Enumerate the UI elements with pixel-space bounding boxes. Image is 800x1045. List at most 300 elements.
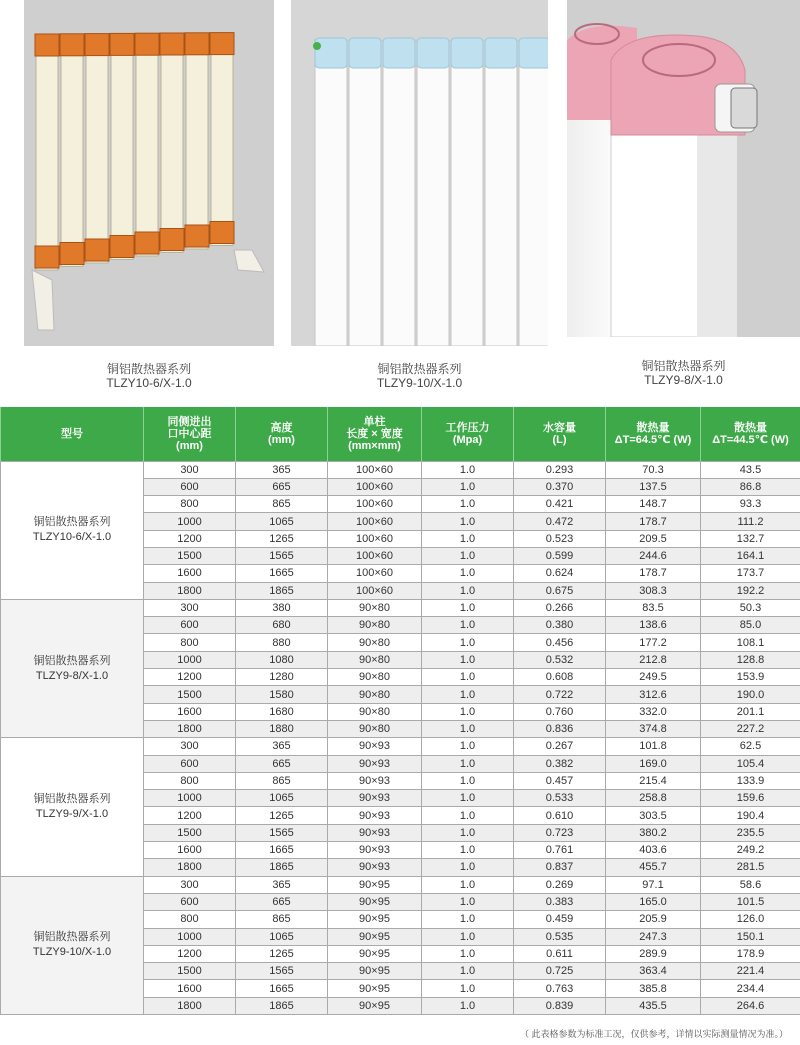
header-heat-output-44: 散热量 ΔT=44.5℃ (W)	[701, 407, 800, 461]
table-cell: 1200	[144, 945, 236, 962]
table-cell: 1500	[144, 686, 236, 703]
header-column-size: 单柱 长度 × 宽度 (mm×mm)	[328, 407, 422, 461]
radiator-column	[349, 40, 381, 346]
table-cell: 1.0	[422, 720, 514, 737]
copper-header	[160, 33, 184, 55]
table-cell: 1.0	[422, 772, 514, 789]
table-cell: 90×80	[328, 703, 422, 720]
table-cell: 1000	[144, 928, 236, 945]
table-cell: 178.7	[606, 513, 701, 530]
table-cell: 1280	[236, 669, 328, 686]
table-cell: 178.7	[606, 565, 701, 582]
radiator-photo-blue	[291, 0, 548, 346]
copper-header	[35, 34, 59, 56]
table-cell: 215.4	[606, 772, 701, 789]
table-cell: 209.5	[606, 530, 701, 547]
table-cell: 1265	[236, 945, 328, 962]
radiator-column	[315, 40, 347, 346]
table-cell: 332.0	[606, 703, 701, 720]
table-cell: 0.459	[514, 911, 606, 928]
copper-header	[85, 34, 109, 56]
table-cell: 380	[236, 599, 328, 616]
table-cell: 300	[144, 461, 236, 478]
table-cell: 93.3	[701, 496, 800, 513]
table-cell: 90×95	[328, 928, 422, 945]
copper-header	[35, 246, 59, 268]
table-cell: 1.0	[422, 565, 514, 582]
table-cell: 90×93	[328, 772, 422, 789]
table-cell: 1580	[236, 686, 328, 703]
table-cell: 1865	[236, 859, 328, 876]
product-model: TLZY9-8/X-1.0	[644, 373, 723, 387]
radiator-column	[417, 40, 449, 346]
table-cell: 1565	[236, 824, 328, 841]
radiator-column	[186, 37, 208, 249]
table-cell: 235.5	[701, 824, 800, 841]
table-cell: 665	[236, 893, 328, 910]
model-cell	[1, 876, 144, 1014]
table-cell: 1000	[144, 513, 236, 530]
table-cell: 1200	[144, 807, 236, 824]
table-cell: 101.8	[606, 738, 701, 755]
model-group	[1, 461, 800, 599]
table-cell: 192.2	[701, 582, 800, 599]
table-cell: 90×95	[328, 945, 422, 962]
table-cell: 249.2	[701, 842, 800, 859]
table-cell: 1880	[236, 720, 328, 737]
blue-cap	[383, 38, 415, 68]
table-cell: 1000	[144, 651, 236, 668]
table-cell: 70.3	[606, 461, 701, 478]
table-cell: 90×93	[328, 738, 422, 755]
table-cell: 289.9	[606, 945, 701, 962]
spec-table	[0, 407, 800, 1015]
table-cell: 1865	[236, 997, 328, 1014]
table-cell: 100×60	[328, 565, 422, 582]
table-cell: 1.0	[422, 686, 514, 703]
table-cell: 0.535	[514, 928, 606, 945]
table-cell: 159.6	[701, 790, 800, 807]
table-cell: 300	[144, 876, 236, 893]
table-cell: 90×80	[328, 720, 422, 737]
table-cell: 190.4	[701, 807, 800, 824]
table-cell: 126.0	[701, 911, 800, 928]
table-cell: 0.523	[514, 530, 606, 547]
table-cell: 0.472	[514, 513, 606, 530]
header-pressure: 工作压力 (Mpa)	[422, 407, 514, 461]
copper-header	[185, 225, 209, 247]
table-cell: 90×80	[328, 599, 422, 616]
spec-table-header	[1, 407, 800, 461]
table-cell: 1.0	[422, 755, 514, 772]
radiator-column	[61, 38, 83, 267]
table-cell: 100×60	[328, 478, 422, 495]
product-model: TLZY9-10/X-1.0	[376, 376, 463, 390]
product-name: 铜铝散热器系列	[377, 362, 462, 376]
table-cell: 0.725	[514, 963, 606, 980]
table-cell: 800	[144, 911, 236, 928]
table-cell: 264.6	[701, 997, 800, 1014]
table-cell: 244.6	[606, 547, 701, 564]
table-cell: 1.0	[422, 859, 514, 876]
table-cell: 665	[236, 755, 328, 772]
copper-header	[60, 34, 84, 56]
table-cell: 111.2	[701, 513, 800, 530]
table-cell: 0.293	[514, 461, 606, 478]
table-cell: 1.0	[422, 669, 514, 686]
table-cell: 132.7	[701, 530, 800, 547]
table-cell: 1.0	[422, 634, 514, 651]
table-cell: 150.1	[701, 928, 800, 945]
table-cell: 0.532	[514, 651, 606, 668]
table-cell: 865	[236, 772, 328, 789]
table-cell: 1600	[144, 980, 236, 997]
table-cell: 0.457	[514, 772, 606, 789]
table-cell: 0.599	[514, 547, 606, 564]
radiator-column	[111, 37, 133, 259]
model-group	[1, 738, 800, 876]
table-cell: 1.0	[422, 478, 514, 495]
table-cell: 1.0	[422, 599, 514, 616]
product-caption-2	[291, 362, 548, 390]
table-cell: 0.533	[514, 790, 606, 807]
table-cell: 100×60	[328, 530, 422, 547]
table-cell: 90×95	[328, 876, 422, 893]
table-cell: 1265	[236, 807, 328, 824]
table-cell: 363.4	[606, 963, 701, 980]
model-series-name: 铜铝散热器系列	[33, 516, 111, 529]
table-cell: 0.836	[514, 720, 606, 737]
radiator-column	[136, 37, 158, 256]
table-cell: 1565	[236, 547, 328, 564]
table-cell: 1.0	[422, 513, 514, 530]
table-cell: 137.5	[606, 478, 701, 495]
table-cell: 1665	[236, 842, 328, 859]
copper-header	[85, 239, 109, 261]
table-cell: 0.839	[514, 997, 606, 1014]
table-cell: 1500	[144, 824, 236, 841]
orange-radiator-image	[24, 0, 274, 346]
table-cell: 50.3	[701, 599, 800, 616]
copper-header	[135, 232, 159, 254]
copper-header	[135, 33, 159, 55]
table-cell: 865	[236, 911, 328, 928]
copper-header	[160, 229, 184, 251]
model-cell	[1, 738, 144, 876]
table-cell: 0.624	[514, 565, 606, 582]
table-cell: 800	[144, 496, 236, 513]
table-cell: 380.2	[606, 824, 701, 841]
table-cell: 100×60	[328, 496, 422, 513]
table-cell: 97.1	[606, 876, 701, 893]
product-name: 铜铝散热器系列	[106, 362, 191, 376]
table-cell: 0.675	[514, 582, 606, 599]
model-code: TLZY9-8/X-1.0	[35, 669, 109, 682]
table-cell: 164.1	[701, 547, 800, 564]
table-cell: 258.8	[606, 790, 701, 807]
table-cell: 0.421	[514, 496, 606, 513]
table-cell: 90×95	[328, 980, 422, 997]
table-cell: 374.8	[606, 720, 701, 737]
copper-header	[185, 33, 209, 55]
table-cell: 300	[144, 738, 236, 755]
table-cell: 90×93	[328, 824, 422, 841]
radiator-column	[451, 40, 483, 346]
table-cell: 1680	[236, 703, 328, 720]
radiator-photo-pink	[567, 0, 800, 337]
table-cell: 90×93	[328, 807, 422, 824]
header-model: 型号	[1, 407, 144, 461]
table-cell: 1800	[144, 859, 236, 876]
table-cell: 0.456	[514, 634, 606, 651]
table-cell: 227.2	[701, 720, 800, 737]
product-caption-3	[567, 359, 800, 387]
radiator-column	[519, 40, 548, 346]
product-name: 铜铝散热器系列	[641, 359, 726, 373]
table-cell: 665	[236, 478, 328, 495]
table-cell: 90×93	[328, 859, 422, 876]
blue-cap	[519, 38, 548, 68]
table-cell: 1.0	[422, 893, 514, 910]
header-center-distance: 同侧进出 口中心距 (mm)	[144, 407, 236, 461]
table-cell: 90×95	[328, 911, 422, 928]
table-cell: 600	[144, 478, 236, 495]
table-cell: 600	[144, 755, 236, 772]
model-code: TLZY10-6/X-1.0	[32, 531, 112, 544]
footnote: （ 此表格参数为标准工况，仅供参考，详情以实际测量情况为准。）	[519, 1029, 788, 1039]
table-cell: 100×60	[328, 547, 422, 564]
table-cell: 1865	[236, 582, 328, 599]
table-cell: 1.0	[422, 582, 514, 599]
table-cell: 303.5	[606, 807, 701, 824]
pink-radiator-image	[567, 0, 800, 337]
table-cell: 1600	[144, 565, 236, 582]
table-cell: 0.611	[514, 945, 606, 962]
table-cell: 300	[144, 599, 236, 616]
table-cell: 0.608	[514, 669, 606, 686]
table-cell: 1080	[236, 651, 328, 668]
table-cell: 680	[236, 617, 328, 634]
table-cell: 201.1	[701, 703, 800, 720]
table-cell: 100×60	[328, 582, 422, 599]
table-cell: 90×93	[328, 755, 422, 772]
model-group	[1, 876, 800, 1014]
product-model: TLZY10-6/X-1.0	[106, 376, 192, 390]
table-cell: 600	[144, 893, 236, 910]
table-cell: 308.3	[606, 582, 701, 599]
table-cell: 108.1	[701, 634, 800, 651]
model-code: TLZY9-9/X-1.0	[35, 807, 109, 820]
table-cell: 105.4	[701, 755, 800, 772]
table-row	[1, 876, 800, 893]
table-cell: 58.6	[701, 876, 800, 893]
table-cell: 90×80	[328, 634, 422, 651]
table-cell: 1.0	[422, 928, 514, 945]
blue-radiator-image	[291, 0, 548, 346]
table-cell: 0.760	[514, 703, 606, 720]
table-cell: 1600	[144, 703, 236, 720]
table-cell: 312.6	[606, 686, 701, 703]
copper-header	[110, 33, 134, 55]
table-cell: 101.5	[701, 893, 800, 910]
table-cell: 1.0	[422, 617, 514, 634]
table-cell: 1.0	[422, 703, 514, 720]
table-cell: 281.5	[701, 859, 800, 876]
table-cell: 1.0	[422, 496, 514, 513]
table-cell: 100×60	[328, 461, 422, 478]
table-cell: 1200	[144, 669, 236, 686]
table-row	[1, 461, 800, 478]
table-cell: 62.5	[701, 738, 800, 755]
model-cell	[1, 599, 144, 737]
table-cell: 1665	[236, 565, 328, 582]
table-cell: 0.267	[514, 738, 606, 755]
table-cell: 600	[144, 617, 236, 634]
radiator-column	[161, 37, 183, 253]
model-series-name: 铜铝散热器系列	[33, 654, 111, 667]
table-cell: 173.7	[701, 565, 800, 582]
table-cell: 178.9	[701, 945, 800, 962]
table-cell: 90×93	[328, 790, 422, 807]
table-cell: 0.382	[514, 755, 606, 772]
radiator-column	[211, 37, 233, 246]
table-cell: 221.4	[701, 963, 800, 980]
table-cell: 1200	[144, 530, 236, 547]
model-series-name: 铜铝散热器系列	[33, 931, 111, 944]
table-cell: 90×80	[328, 617, 422, 634]
radiator-photo-orange	[24, 0, 274, 346]
table-cell: 83.5	[606, 599, 701, 616]
table-cell: 138.6	[606, 617, 701, 634]
table-cell: 365	[236, 738, 328, 755]
table-cell: 435.5	[606, 997, 701, 1014]
table-cell: 234.4	[701, 980, 800, 997]
table-cell: 90×95	[328, 997, 422, 1014]
table-cell: 249.5	[606, 669, 701, 686]
table-cell: 1065	[236, 790, 328, 807]
blue-cap	[315, 38, 347, 68]
model-code: TLZY9-10/X-1.0	[32, 946, 112, 959]
table-cell: 1.0	[422, 461, 514, 478]
table-cell: 0.837	[514, 859, 606, 876]
table-cell: 90×95	[328, 963, 422, 980]
blue-cap	[451, 38, 483, 68]
table-cell: 1.0	[422, 807, 514, 824]
table-cell: 90×80	[328, 651, 422, 668]
table-row	[1, 599, 800, 616]
table-cell: 85.0	[701, 617, 800, 634]
copper-header	[210, 222, 234, 244]
table-cell: 177.2	[606, 634, 701, 651]
table-cell: 1800	[144, 997, 236, 1014]
table-cell: 86.8	[701, 478, 800, 495]
table-cell: 1500	[144, 963, 236, 980]
radiator-column	[86, 38, 108, 263]
copper-header	[110, 236, 134, 258]
table-cell: 880	[236, 634, 328, 651]
blue-cap	[485, 38, 517, 68]
table-cell: 1.0	[422, 980, 514, 997]
table-cell: 0.266	[514, 599, 606, 616]
copper-header	[60, 243, 84, 265]
table-cell: 153.9	[701, 669, 800, 686]
table-cell: 403.6	[606, 842, 701, 859]
table-cell: 1800	[144, 582, 236, 599]
header-height: 高度 (mm)	[236, 407, 328, 461]
table-cell: 1.0	[422, 842, 514, 859]
radiator-column	[383, 40, 415, 346]
product-caption-1	[24, 362, 274, 390]
table-cell: 1.0	[422, 738, 514, 755]
table-cell: 190.0	[701, 686, 800, 703]
header-heat-output-64: 散热量 ΔT=64.5℃ (W)	[606, 407, 701, 461]
table-cell: 800	[144, 634, 236, 651]
table-cell: 1.0	[422, 547, 514, 564]
table-cell: 1565	[236, 963, 328, 980]
model-cell	[1, 461, 144, 599]
table-cell: 1000	[144, 790, 236, 807]
copper-header	[210, 33, 234, 55]
table-cell: 1.0	[422, 651, 514, 668]
table-cell: 0.763	[514, 980, 606, 997]
table-cell: 1.0	[422, 530, 514, 547]
table-cell: 43.5	[701, 461, 800, 478]
table-cell: 0.370	[514, 478, 606, 495]
table-cell: 212.8	[606, 651, 701, 668]
table-cell: 0.761	[514, 842, 606, 859]
blue-cap	[349, 38, 381, 68]
table-cell: 1065	[236, 513, 328, 530]
product-photos	[0, 0, 800, 400]
table-cell: 1.0	[422, 790, 514, 807]
radiator-column	[36, 38, 58, 270]
table-cell: 148.7	[606, 496, 701, 513]
table-cell: 205.9	[606, 911, 701, 928]
table-cell: 133.9	[701, 772, 800, 789]
table-cell: 1065	[236, 928, 328, 945]
table-cell: 1600	[144, 842, 236, 859]
table-cell: 169.0	[606, 755, 701, 772]
table-cell: 165.0	[606, 893, 701, 910]
model-group	[1, 599, 800, 737]
table-cell: 865	[236, 496, 328, 513]
table-cell: 0.610	[514, 807, 606, 824]
table-cell: 90×95	[328, 893, 422, 910]
table-cell: 1.0	[422, 911, 514, 928]
header-water-capacity: 水容量 (L)	[514, 407, 606, 461]
blue-cap	[417, 38, 449, 68]
table-cell: 1.0	[422, 945, 514, 962]
table-cell: 1.0	[422, 997, 514, 1014]
table-cell: 800	[144, 772, 236, 789]
table-cell: 0.722	[514, 686, 606, 703]
table-cell: 365	[236, 876, 328, 893]
table-cell: 128.8	[701, 651, 800, 668]
table-cell: 1.0	[422, 824, 514, 841]
table-cell: 90×80	[328, 669, 422, 686]
table-row	[1, 738, 800, 755]
table-cell: 1665	[236, 980, 328, 997]
table-cell: 0.380	[514, 617, 606, 634]
table-cell: 365	[236, 461, 328, 478]
table-cell: 0.383	[514, 893, 606, 910]
table-cell: 0.269	[514, 876, 606, 893]
table-cell: 455.7	[606, 859, 701, 876]
table-cell: 1.0	[422, 876, 514, 893]
table-cell: 90×93	[328, 842, 422, 859]
table-cell: 90×80	[328, 686, 422, 703]
radiator-column	[485, 40, 517, 346]
